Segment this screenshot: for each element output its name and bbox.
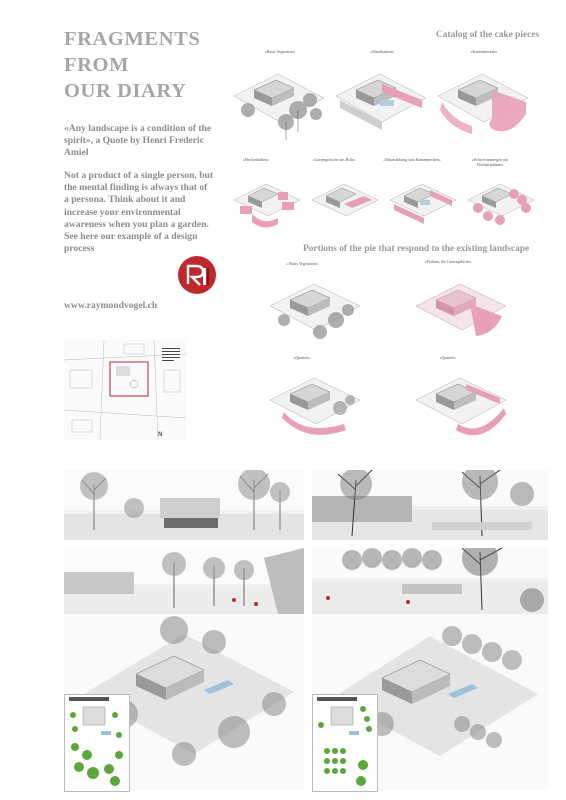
portion-image-quartett-1 (264, 364, 364, 444)
portion-caption-4: «Quartett» (439, 355, 457, 360)
page-title (64, 26, 200, 104)
plan-inset-2 (312, 694, 378, 792)
catalog-caption-1: «Basis Vegetation» (264, 49, 296, 54)
render-garden-view-2 (312, 470, 548, 540)
catalog-caption-2: «Wandkanten» (370, 49, 394, 54)
portions-heading: Portions of the pie that respond to the existing landscape (303, 244, 530, 254)
catalog-image-kantenhecken (432, 56, 532, 148)
site-plan-map (64, 340, 186, 440)
rv-logo (176, 254, 218, 296)
catalog-image-schwertanstiegen (464, 170, 538, 236)
render-garden-view-3 (64, 548, 304, 614)
catalog-caption-3: «Kantenhecken» (470, 49, 498, 54)
catalog-image-basis (228, 56, 328, 148)
portion-caption-3: «Quartett» (293, 355, 311, 360)
website-link[interactable]: www.raymondvogel.ch (64, 300, 158, 311)
catalog-caption-7: «Schwertanstiegen mit Tessinerpalmen» (471, 157, 509, 167)
quote-text: «Any landscape is a condition of the spirit», a Quote by Henri Frederic Amiel (64, 123, 212, 159)
catalog-image-wandkanten (330, 56, 430, 148)
render-garden-view-4 (312, 548, 548, 614)
catalog-heading: Catalog of the cake pieces (436, 30, 540, 40)
portion-image-basis (264, 270, 364, 350)
portion-caption-1: « Basis Vegetation» (286, 261, 318, 266)
catalog-image-gartenpritsche (308, 170, 382, 236)
title-line-1: FRAGMENTS (64, 28, 201, 50)
plan-inset-1 (64, 694, 130, 792)
svg-text:N: N (158, 431, 163, 438)
portion-image-podium (410, 270, 510, 350)
catalog-caption-6: «Mauerabhang statt Kantenhecken» (383, 157, 441, 162)
title-line-2: FROM (64, 54, 130, 76)
catalog-caption-5: «Gartenpritsche aus Holz» (312, 157, 356, 162)
title-line-3: OUR DIARY (64, 80, 187, 102)
portion-image-quartett-2 (410, 364, 510, 444)
render-garden-view-1 (64, 470, 304, 540)
intro-text: Not a product of a single person, but the mental finding is always that of a persona. Think about it and increase your environmental awareness when you plan a garden. See here our example of a design process (64, 170, 214, 255)
catalog-image-heckenkuben (230, 170, 304, 236)
catalog-image-mauerabhang (386, 170, 460, 236)
catalog-caption-4: «Heckenkuben» (243, 157, 269, 162)
portion-caption-2: «Podium, die Gartenpfläche» (424, 259, 472, 264)
